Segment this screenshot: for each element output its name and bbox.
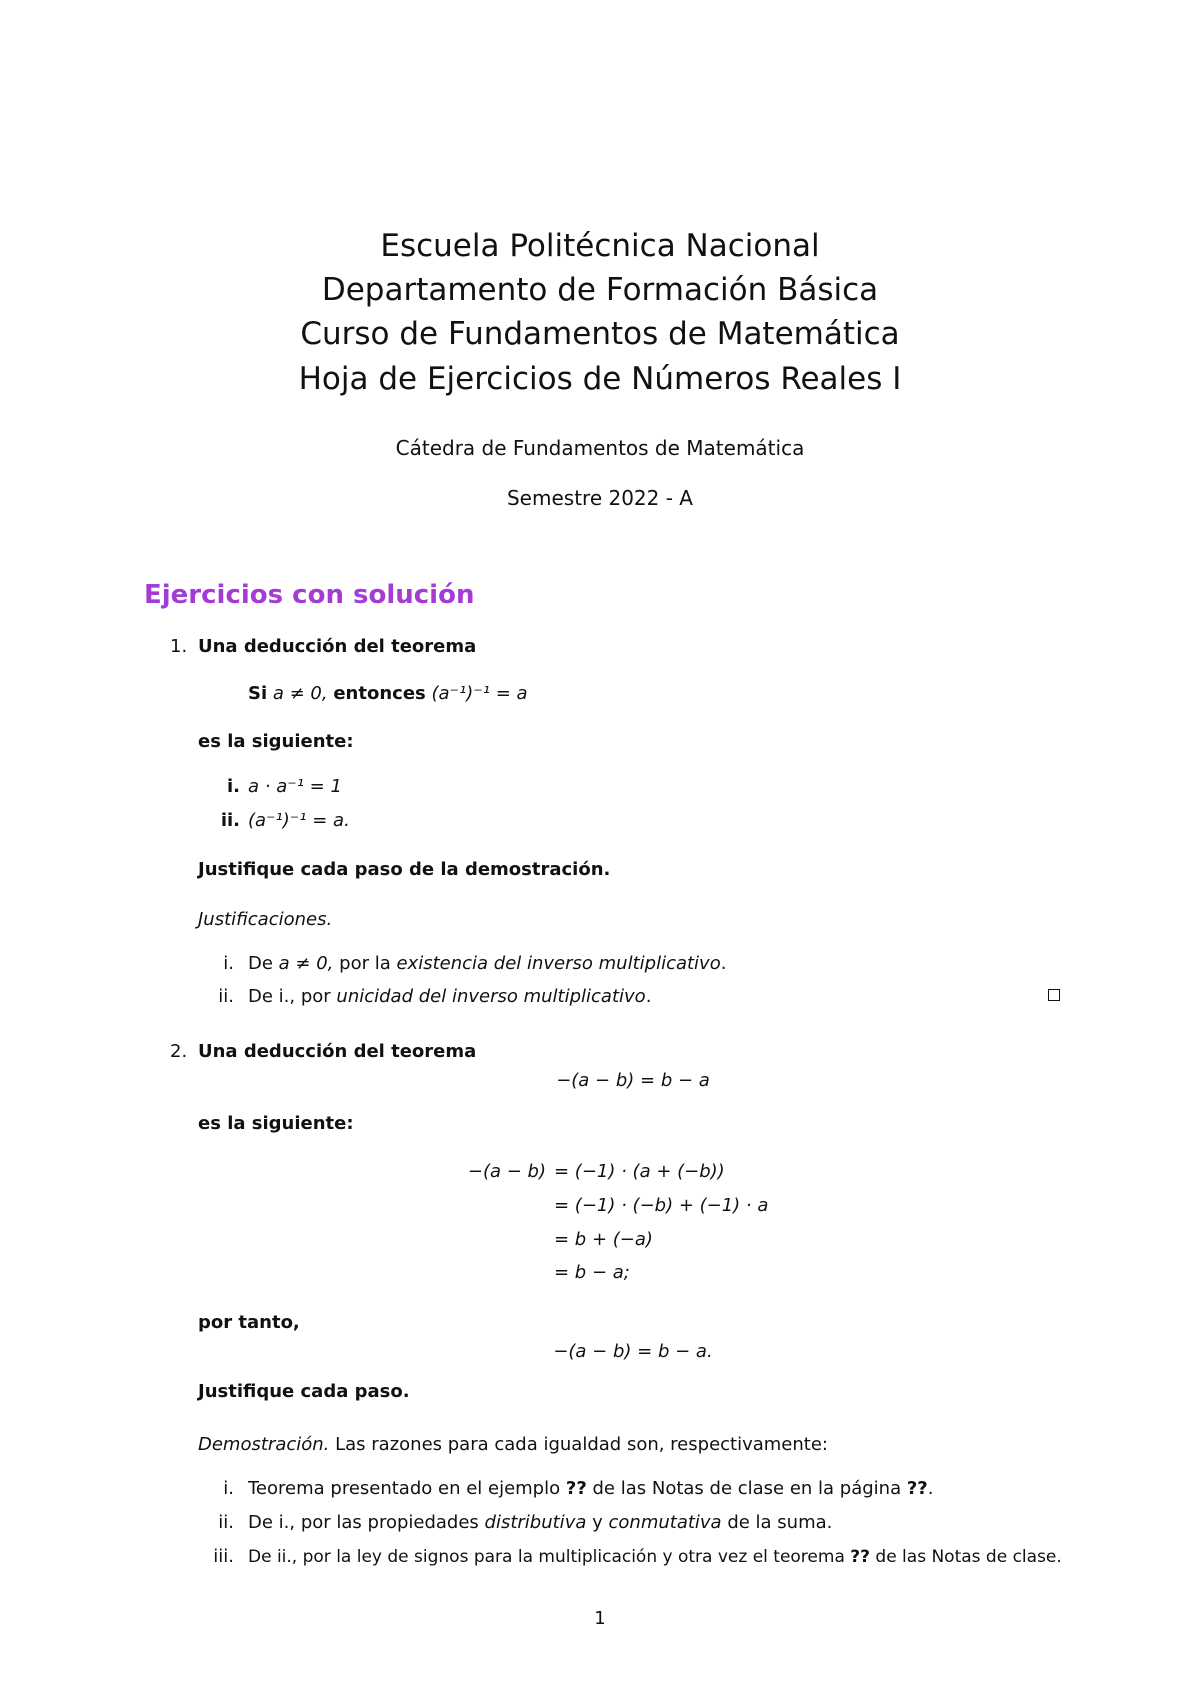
page-number: 1 (594, 1608, 606, 1629)
justifications-label: Justificaciones. (198, 909, 333, 930)
derivation-rhs: = b + (−a) (554, 1229, 653, 1250)
reason-text-part: De i., por las propiedades (248, 1512, 479, 1533)
exercise-1-instruction: Justifique cada paso de la demostración. (198, 859, 611, 880)
section-title: Ejercicios con solución (144, 580, 475, 610)
si-word: Si (248, 683, 268, 704)
reason-label: i. (223, 1478, 234, 1499)
reason-text-part: de las Notas de clase. (875, 1547, 1062, 1567)
derivation-rhs: = b − a; (554, 1262, 630, 1283)
derivation-rhs: = (−1) · (−b) + (−1) · a (554, 1195, 769, 1216)
reason-text-part: De ii., por la ley de signos para la multiplicación y otra vez el teorema (248, 1547, 845, 1567)
sheet-title: Hoja de Ejercicios de Números Reales I (298, 361, 902, 397)
reference-placeholder: ?? (906, 1478, 928, 1499)
reason-emphasis: unicidad del inverso multiplicativo (336, 986, 646, 1007)
reason-text-part: . (720, 953, 727, 974)
theorem-hypothesis: a ≠ 0, (272, 683, 328, 704)
reason-text-part: . (927, 1478, 934, 1499)
reason-label: ii. (218, 1512, 234, 1533)
reason-text-part: De (248, 953, 273, 974)
reference-placeholder: ?? (850, 1547, 870, 1567)
exercise-2-instruction: Justifique cada paso. (198, 1381, 410, 1402)
reason-text (248, 1545, 1062, 1569)
department-name: Departamento de Formación Básica (321, 272, 879, 308)
reason-text (248, 985, 651, 1009)
entonces-word: entonces (333, 683, 426, 704)
exercise-2-conclusion: −(a − b) = b − a. (553, 1341, 713, 1362)
proof-text: Las razones para cada igualdad son, respectivamente: (335, 1434, 828, 1455)
reason-label: ii. (218, 986, 234, 1007)
exercise-2-intro: Una deducción del teorema (198, 1041, 477, 1062)
reason-emphasis: distributiva (484, 1512, 587, 1533)
qed-square-icon (1048, 989, 1060, 1001)
exercise-1-number: 1. (170, 636, 188, 657)
exercise-1-theorem (248, 682, 528, 706)
reason-label: iii. (213, 1546, 234, 1567)
catedra-label: Cátedra de Fundamentos de Matemática (395, 436, 805, 460)
reason-text-part: De i., por (248, 986, 331, 1007)
step-label: ii. (220, 810, 240, 831)
reason-math: a ≠ 0, (278, 953, 334, 974)
exercise-1-intro: Una deducción del teorema (198, 636, 477, 657)
exercise-2-follows: es la siguiente: (198, 1113, 354, 1134)
reason-text-part: y (592, 1512, 603, 1533)
step-label: i. (226, 776, 240, 797)
exercise-2-number: 2. (170, 1041, 188, 1062)
institution-name: Escuela Politécnica Nacional (380, 228, 820, 264)
reason-text-part: . (645, 986, 652, 1007)
theorem-result: (a⁻¹)⁻¹ = a (431, 683, 528, 704)
step-expression: (a⁻¹)⁻¹ = a. (248, 810, 350, 831)
exercise-1-follows: es la siguiente: (198, 731, 354, 752)
semester-label: Semestre 2022 - A (506, 486, 693, 510)
proof-intro (198, 1433, 828, 1457)
reason-text-part: de las Notas de clase en la página (592, 1478, 902, 1499)
reason-emphasis: existencia del inverso multiplicativo (396, 953, 721, 974)
derivation-rhs: = (−1) · (a + (−b)) (554, 1161, 725, 1182)
reason-label: i. (223, 953, 234, 974)
derivation-lhs: −(a − b) (467, 1161, 546, 1182)
reason-text (248, 1511, 832, 1535)
reason-emphasis: conmutativa (608, 1512, 722, 1533)
reason-text-part: Teorema presentado en el ejemplo (248, 1478, 561, 1499)
reason-text (248, 952, 726, 976)
reason-text-part: por la (339, 953, 391, 974)
reference-placeholder: ?? (565, 1478, 587, 1499)
exercise-2-theorem: −(a − b) = b − a (556, 1070, 710, 1091)
reason-text-part: de la suma. (727, 1512, 833, 1533)
therefore-label: por tanto, (198, 1312, 300, 1333)
reason-text (248, 1477, 933, 1501)
step-expression: a · a⁻¹ = 1 (248, 776, 342, 797)
proof-label: Demostración. (198, 1434, 330, 1455)
course-name: Curso de Fundamentos de Matemática (300, 316, 900, 352)
